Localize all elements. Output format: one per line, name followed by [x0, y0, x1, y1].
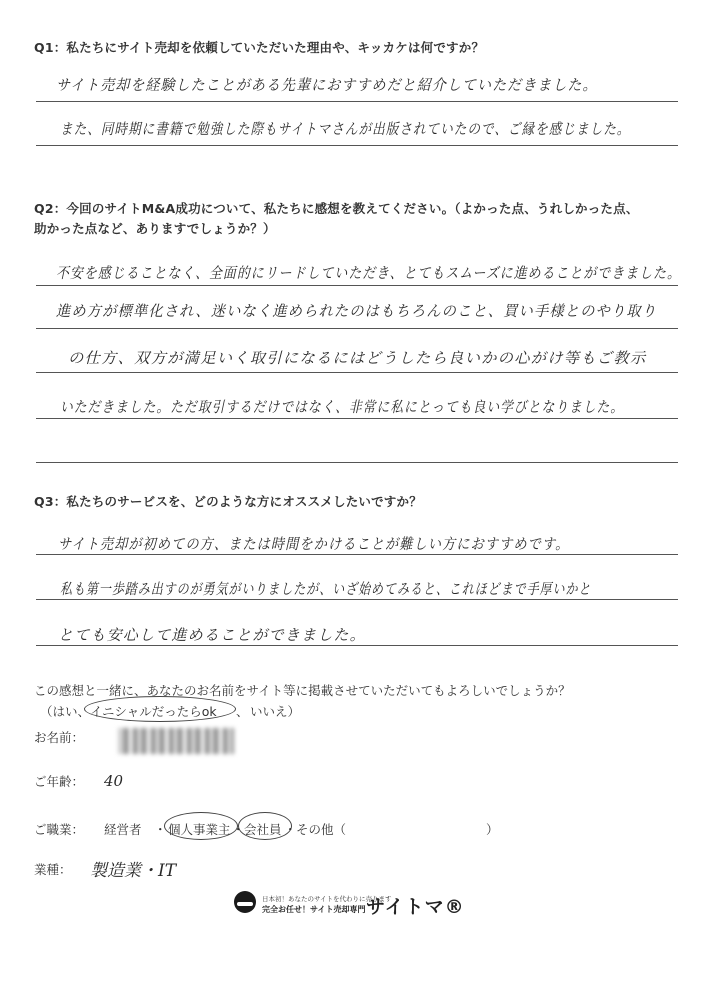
job-option-sole-proprietor: 個人事業主 — [168, 822, 231, 837]
job-separator: ・ — [232, 822, 245, 837]
answer-rule — [36, 101, 678, 102]
job-separator: ・ — [154, 822, 167, 837]
job-separator: ・ — [284, 822, 297, 837]
consent-option-initial: イニシャルだったらok — [90, 704, 217, 719]
footer-brand: サイトマ® — [366, 896, 465, 918]
answer-rule — [36, 418, 678, 419]
answer-rule — [36, 145, 678, 146]
job-option-employee: 会社員 — [244, 822, 282, 837]
q3-answer-line-3: とても安心して進めることができました。 — [58, 626, 366, 644]
footer-tagline-small: 日本初！あなたのサイトを代わりに売ります — [262, 895, 392, 903]
footer-tagline: 完全お任せ！サイト売却専門 — [262, 905, 366, 914]
consent-option-no: いいえ） — [250, 704, 301, 719]
name-label: お名前： — [34, 730, 85, 745]
answer-rule — [36, 645, 678, 646]
answer-rule — [36, 372, 678, 373]
selection-circle — [84, 696, 236, 722]
industry-value: 製造業・IT — [90, 861, 177, 881]
q3-answer-line-1: サイト売却が初めての方、または時間をかけることが難しい方におすすめです。 — [58, 535, 570, 553]
answer-rule — [36, 554, 678, 555]
redacted-name — [118, 728, 234, 754]
answer-rule — [36, 462, 678, 463]
q2-answer-line-2: 進め方が標準化され、迷いなく進められたのはもちろんのこと、買い手様とのやり取り — [56, 302, 658, 320]
selection-circle — [164, 812, 238, 840]
q2-title-line-2: 助かった点など、ありますでしょうか？） — [34, 221, 276, 236]
age-value: 40 — [104, 772, 124, 790]
job-close-paren: ） — [486, 822, 499, 837]
consent-open-paren: （はい、 — [40, 704, 91, 719]
age-label: ご年齢： — [34, 774, 85, 789]
job-option-executive: 経営者 — [104, 822, 142, 837]
consent-separator: 、 — [236, 704, 249, 719]
q1-answer-line-1: サイト売却を経験したことがある先輩におすすめだと紹介していただきました。 — [56, 76, 598, 94]
q2-answer-line-1: 不安を感じることなく、全面的にリードしていただき、とてもスムーズに進めることができました。 — [56, 264, 681, 282]
q1-title: Q1：私たちにサイト売却を依頼していただいた理由や、キッカケは何ですか？ — [34, 40, 485, 55]
answer-rule — [36, 599, 678, 600]
consent-question: この感想と一緒に、あなたのお名前をサイト等に掲載させていただいてもよろしいでしょうか？ — [34, 683, 571, 698]
job-label: ご職業： — [34, 822, 85, 837]
job-option-other: その他（ — [296, 822, 347, 837]
saitoma-logo-icon — [234, 891, 256, 913]
q2-answer-line-4: いただきました。ただ取引するだけではなく、非常に私にとっても良い学びとなりました。 — [60, 398, 625, 416]
q3-answer-line-2: 私も第一歩踏み出すのが勇気がいりましたが、いざ始めてみると、これほどまで手厚いかと — [60, 580, 592, 598]
industry-label: 業種： — [34, 862, 72, 877]
answer-rule — [36, 285, 678, 286]
answer-rule — [36, 328, 678, 329]
q2-answer-line-3: の仕方、双方が満足いく取引になるにはどうしたら良いかの心がけ等もご教示 — [68, 349, 647, 367]
q2-title-line-1: Q2：今回のサイトM&A成功について、私たちに感想を教えてください。（よかった点、うれしかった点、 — [34, 201, 639, 216]
q1-answer-line-2: また、同時期に書籍で勉強した際もサイトマさんが出版されていたので、ご縁を感じました。 — [60, 120, 631, 138]
q3-title: Q3：私たちのサービスを、どのような方にオススメしたいですか？ — [34, 494, 422, 509]
